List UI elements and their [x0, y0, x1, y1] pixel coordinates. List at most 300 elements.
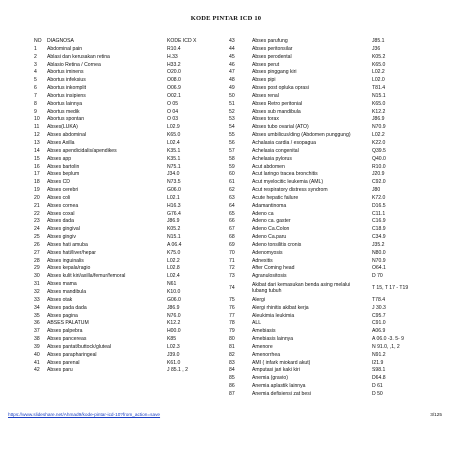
icd-code: A06.9 [372, 328, 386, 335]
icd-code: H00.0 [167, 328, 181, 335]
icd-code: T78.4 [372, 296, 386, 303]
diagnosis-name: ALL [252, 320, 262, 327]
diagnosis-name: Amenore [252, 343, 273, 350]
icd-code: K10.0 [167, 289, 181, 295]
icd-code: T 15, T 17 - T19 [372, 285, 409, 292]
diagnosis-name: Abses palpebra [47, 328, 83, 335]
row-number: 65 [229, 210, 235, 217]
icd-code: L02.2 [372, 69, 385, 76]
icd-code: H33.2 [167, 61, 181, 68]
table-row [34, 352, 210, 360]
row-number: 27 [34, 249, 40, 256]
table-row [34, 289, 210, 297]
table-row [34, 148, 210, 156]
diagnosis-name: Abortus inkomplit [47, 85, 87, 92]
row-number: 4 [34, 69, 37, 76]
row-number: 64 [229, 202, 235, 209]
table-row [226, 156, 422, 164]
row-number: 68 [229, 234, 235, 241]
table-row [226, 211, 422, 219]
table-row [34, 336, 210, 344]
row-number: 61 [229, 179, 235, 186]
table-row [34, 203, 210, 211]
row-number: 3 [34, 61, 37, 68]
row-number: 84 [229, 367, 235, 374]
table-row [226, 132, 422, 140]
diagnosis-name: Akibat dari kemasukan benda asing melalui lubang tubuh [252, 281, 351, 295]
diagnosis-name: Abses cerebri [47, 187, 79, 194]
diagnosis-name: Abses peritonsilar [252, 45, 293, 52]
table-row [226, 164, 422, 172]
diagnosis-name: Amenorrhea [252, 351, 281, 358]
diagnosis-name: ABSES PALATUM [47, 320, 89, 327]
diagnosis-name: Adnexitis [252, 257, 273, 264]
table-row [226, 226, 422, 234]
diagnosis-name: Abdominal pain [47, 45, 83, 52]
icd-code: K85 [167, 336, 177, 343]
source-link[interactable]: https://www.slideshare.net/Ahmad9/kode-pintar-icd-10?from_action=save [8, 412, 161, 417]
icd-code: D 50 [372, 390, 383, 397]
row-number: 53 [229, 116, 235, 123]
row-number: 30 [34, 273, 40, 280]
table-row [34, 297, 210, 305]
table-row [34, 187, 210, 195]
icd-code: K12.2 [372, 108, 386, 115]
row-number: 58 [229, 155, 235, 162]
diagnosis-name: Aleukimia leukimia [252, 312, 295, 319]
diagnosis-name: Anemia (gravio) [252, 375, 288, 382]
diagnosis-name: Agranulositosis [252, 273, 287, 280]
row-number: 38 [34, 336, 40, 343]
row-number: 60 [229, 171, 235, 178]
table-row [226, 171, 422, 179]
icd-code: N15.1 [167, 234, 181, 241]
table-row [34, 250, 210, 258]
icd-code: C95.7 [372, 312, 386, 319]
diagnosis-name: Abortus iminens [47, 69, 84, 76]
row-number: 7 [34, 92, 37, 99]
row-number: 36 [34, 320, 40, 327]
table-row [226, 148, 422, 156]
diagnosis-name: Ablasio Retina / Cornea [47, 61, 101, 68]
table-row [34, 367, 210, 375]
diagnosis-name: Abses dada [47, 218, 74, 225]
table-row [34, 93, 210, 101]
header-kode: KODE ICD X [167, 38, 197, 44]
row-number: 79 [229, 328, 235, 335]
icd-code: C34.9 [372, 234, 386, 241]
icd-code: J39.0 [167, 351, 180, 358]
icd-code: J35.2 [372, 241, 385, 248]
row-number: 16 [34, 163, 40, 170]
row-number: 8 [34, 100, 37, 107]
table-row [226, 77, 422, 85]
icd-code: N70.9 [372, 124, 386, 131]
diagnosis-name: Amebiasis [252, 328, 276, 335]
table-row [226, 93, 422, 101]
icd-code: L02.2 [167, 257, 180, 264]
row-number: 87 [229, 390, 235, 397]
row-number: 66 [229, 218, 235, 225]
icd-code: T81.4 [372, 85, 386, 92]
table-row [34, 218, 210, 226]
diagnosis-name: Alergi [252, 296, 266, 303]
table-row [34, 54, 210, 62]
table-row [34, 234, 210, 242]
icd-code: O06.9 [167, 85, 181, 92]
icd-code: L02.3 [167, 343, 180, 350]
diagnosis-name: Abses kepala/ragio [47, 265, 91, 272]
table-row [226, 54, 422, 62]
table-row [226, 391, 422, 399]
icd-code: Q39.5 [372, 147, 386, 154]
row-number: 23 [34, 218, 40, 225]
icd-code: J80 [372, 187, 381, 194]
row-number: 1 [34, 45, 37, 52]
row-number: 39 [34, 343, 40, 350]
table-row [34, 258, 210, 266]
row-number: 37 [34, 328, 40, 335]
icd-code: R10.4 [167, 45, 181, 52]
table-row [34, 46, 210, 54]
diagnosis-name: Adeno tonsilitis cronis [252, 241, 302, 248]
table-row [34, 344, 210, 352]
row-number: 24 [34, 226, 40, 233]
page-number: 3/125 [430, 412, 442, 417]
row-number: 56 [229, 139, 235, 146]
row-number: 12 [34, 132, 40, 139]
diagnosis-name: Adeno Ca.paru [252, 234, 287, 241]
diagnosis-name: Abses perut [252, 61, 280, 68]
table-row [34, 140, 210, 148]
row-number: 48 [229, 77, 235, 84]
icd-code: R10.0 [372, 163, 386, 170]
icd-code: O64.1 [372, 265, 386, 272]
diagnosis-name: Abses pada dada [47, 304, 87, 311]
table-row [226, 352, 422, 360]
diagnosis-name: Abortus spontan [47, 116, 85, 123]
row-number: 5 [34, 77, 37, 84]
icd-code: N61 [167, 281, 177, 288]
table-row [34, 313, 210, 321]
icd-code: N73.5 [167, 179, 181, 186]
diagnosis-name: Amputasi jari kaki kiri [252, 367, 300, 374]
row-number: 2 [34, 53, 37, 60]
icd-code: J34.0 [167, 171, 180, 178]
table-row [226, 383, 422, 391]
diagnosis-name: Abses inguinalis [47, 257, 84, 264]
table-row [226, 46, 422, 54]
table-row [34, 273, 210, 281]
table-row [226, 187, 422, 195]
diagnosis-name: Anemia aplastik lainnya [252, 383, 306, 390]
row-number: 70 [229, 249, 235, 256]
icd-code: K72.0 [372, 194, 386, 201]
diagnosis-name: Abses gingiv [47, 234, 76, 241]
icd-code: N80.0 [372, 249, 386, 256]
table-row [226, 360, 422, 368]
table-right [226, 38, 422, 399]
table-row [34, 116, 210, 124]
table-row [34, 242, 210, 250]
table-left [34, 38, 210, 375]
icd-code: N15.1 [372, 92, 386, 99]
row-number: 77 [229, 312, 235, 319]
diagnosis-name: Abortus medik [47, 108, 80, 115]
icd-code: L02.2 [372, 132, 385, 139]
table-row [34, 265, 210, 273]
icd-code: N91.2 [372, 351, 386, 358]
icd-code: D 61 [372, 383, 383, 390]
diagnosis-name: Abses pipi [252, 77, 276, 84]
table-row [226, 85, 422, 93]
row-number: 51 [229, 100, 235, 107]
table-row [226, 265, 422, 273]
row-number: 21 [34, 202, 40, 209]
table-row [226, 218, 422, 226]
table-row [34, 305, 210, 313]
table-row [34, 101, 210, 109]
diagnosis-name: Abses Axilla [47, 139, 75, 146]
table-row [226, 203, 422, 211]
icd-code: A 06.0 -3. 5- 9 [372, 336, 404, 343]
icd-code: K65.0 [372, 61, 386, 68]
table-row [226, 297, 422, 305]
diagnosis-name: Abses sub mandibula [252, 108, 301, 115]
table-row [226, 367, 422, 375]
icd-code: L02.4 [167, 139, 180, 146]
diagnosis-name: Abses mandibula [47, 289, 87, 295]
icd-code: C16.9 [372, 218, 386, 225]
row-number: 32 [34, 289, 40, 295]
row-number: 63 [229, 194, 235, 201]
table-row [226, 305, 422, 313]
row-number: 83 [229, 359, 235, 366]
table-row [226, 250, 422, 258]
table-row [34, 69, 210, 77]
diagnosis-name: Abses coxal [47, 210, 75, 217]
diagnosis-name: Abses torax [252, 116, 279, 123]
icd-code: G06.0 [167, 187, 181, 194]
table-row [34, 132, 210, 140]
table-row [34, 226, 210, 234]
diagnosis-name: Abortus infeksius [47, 77, 86, 84]
diagnosis-name: Ablasi dan kerusakan retina [47, 53, 110, 60]
diagnosis-name: Abses app [47, 155, 72, 162]
table-row [34, 195, 210, 203]
table-right-body [226, 38, 422, 399]
icd-code: J86.9 [372, 116, 385, 123]
row-number: 47 [229, 69, 235, 76]
icd-code: O 05 [167, 100, 179, 107]
icd-code: L02.9 [167, 124, 180, 131]
table-row [226, 375, 422, 383]
icd-code: H.33 [167, 53, 178, 60]
diagnosis-name: Abses apendicidalis/apendikes [47, 147, 117, 154]
diagnosis-name: Amebiasis lainnya [252, 336, 294, 343]
diagnosis-name: Adamantinoma [252, 202, 287, 209]
table-row [226, 328, 422, 336]
row-number: 26 [34, 241, 40, 248]
row-number: 9 [34, 108, 37, 115]
row-number: 29 [34, 265, 40, 272]
icd-code: J85.1 [372, 38, 385, 44]
diagnosis-name: Abses hati/liver/hepar [47, 249, 96, 256]
row-number: 20 [34, 194, 40, 201]
table-row [226, 344, 422, 352]
icd-code: J 30.3 [372, 304, 386, 311]
row-number: 74 [229, 285, 235, 292]
diagnosis-name: Acut abdomen [252, 163, 285, 170]
icd-code: C18.9 [372, 226, 386, 233]
table-row [226, 281, 422, 297]
icd-code: D16.5 [372, 202, 386, 209]
table-left-body [34, 46, 210, 375]
row-number: 81 [229, 343, 235, 350]
diagnosis-name: Adeno Ca.Colon [252, 226, 290, 233]
table-row [34, 211, 210, 219]
diagnosis-name: Abses parenal [47, 359, 80, 366]
icd-code: J20.9 [372, 171, 385, 178]
diagnosis-name: Abses pancereas [47, 336, 87, 343]
diagnosis-name: Achalasia cardia / esopagua [252, 139, 316, 146]
diagnosis-name: Adeno ca. gaster [252, 218, 291, 225]
row-number: 62 [229, 187, 235, 194]
table-row [34, 62, 210, 70]
row-number: 75 [229, 296, 235, 303]
table-row [34, 171, 210, 179]
row-number: 76 [229, 304, 235, 311]
icd-code: L02.0 [372, 77, 385, 84]
icd-code: O 03 [167, 116, 179, 123]
table-row [226, 336, 422, 344]
icd-code: C11.1 [372, 210, 386, 217]
row-number: 50 [229, 92, 235, 99]
diagnosis-name: AMI ( infark miokard akut) [252, 359, 311, 366]
icd-code: K65.0 [167, 132, 181, 139]
row-number: 71 [229, 257, 235, 264]
row-number: 28 [34, 257, 40, 264]
table-row [226, 258, 422, 266]
diagnosis-name: Acut laringo tracea bronchitis [252, 171, 318, 178]
row-number: 82 [229, 351, 235, 358]
diagnosis-name: Abortus insipiens [47, 92, 86, 99]
table-row [34, 179, 210, 187]
diagnosis-name: Abses kulit kiri/axilla/femur/femoral [47, 273, 126, 280]
diagnosis-name: Abses(LUKA) [47, 124, 78, 131]
diagnosis-name: Abses beplum [47, 171, 80, 178]
row-number: 14 [34, 147, 40, 154]
diagnosis-name: Abses pagina [47, 312, 78, 319]
diagnosis-name: Abortus lainnya [47, 100, 83, 107]
diagnosis-name: Achelasia pylorus [252, 155, 292, 162]
table-row [226, 109, 422, 117]
header-no: NO [34, 38, 42, 44]
row-number: 19 [34, 187, 40, 194]
row-number: 15 [34, 155, 40, 162]
diagnosis-name: Abses pantat/buttock/gluteal [47, 343, 111, 350]
table-row [34, 124, 210, 132]
row-number: 86 [229, 383, 235, 390]
icd-code: I21.9 [372, 359, 384, 366]
row-number: 44 [229, 45, 235, 52]
icd-code: D 70 [372, 273, 383, 280]
icd-code: K35.1 [167, 147, 181, 154]
icd-code: O20.0 [167, 69, 181, 76]
table-header [34, 38, 210, 46]
icd-code: O08.0 [167, 77, 181, 84]
table-row [226, 62, 422, 70]
row-number: 17 [34, 171, 40, 178]
table-row [34, 328, 210, 336]
row-number: 22 [34, 210, 40, 217]
icd-code: L02.8 [167, 265, 180, 272]
row-number: 54 [229, 124, 235, 131]
row-number: 43 [229, 38, 235, 44]
table-row [34, 320, 210, 328]
icd-code: O 04 [167, 108, 179, 115]
row-number: 11 [34, 124, 40, 131]
row-number: 45 [229, 53, 235, 60]
row-number: 67 [229, 226, 235, 233]
row-number: 33 [34, 296, 40, 303]
icd-code: K22.0 [372, 139, 386, 146]
table-row [226, 38, 422, 46]
table-row [34, 360, 210, 368]
row-number: 52 [229, 108, 235, 115]
icd-code: L02.1 [167, 194, 180, 201]
table-row [226, 124, 422, 132]
diagnosis-name: Abses paru [47, 367, 73, 374]
icd-code: D64.8 [372, 375, 386, 382]
icd-code: Q40.0 [372, 155, 386, 162]
table-row [226, 313, 422, 321]
icd-code: K75.0 [167, 249, 181, 256]
row-number: 42 [34, 367, 40, 374]
table-row [226, 242, 422, 250]
diagnosis-name: Alergi rhinitis akibat kerja [252, 304, 309, 311]
icd-code: K65.0 [372, 100, 386, 107]
table-row [226, 116, 422, 124]
icd-code: L02.4 [167, 273, 180, 280]
row-number: 55 [229, 132, 235, 139]
diagnosis-name: Acut respiratory distress syndrom [252, 187, 328, 194]
row-number: 80 [229, 336, 235, 343]
diagnosis-name: Abses parapharingeal [47, 351, 97, 358]
diagnosis-name: After Coming head [252, 265, 295, 272]
table-row [34, 164, 210, 172]
row-number: 57 [229, 147, 235, 154]
diagnosis-name: Abses otak [47, 296, 73, 303]
row-number: 69 [229, 241, 235, 248]
diagnosis-name: Abses renal [252, 92, 279, 99]
diagnosis-name: Abses CD [47, 179, 70, 186]
diagnosis-name: Anemia defisiensi zat besi [252, 390, 311, 397]
row-number: 25 [34, 234, 40, 241]
row-number: 13 [34, 139, 40, 146]
icd-code: K05.2 [372, 53, 386, 60]
table-row [34, 77, 210, 85]
icd-code: N75.1 [167, 163, 181, 170]
table-row [226, 195, 422, 203]
icd-code: K12.2 [167, 320, 181, 327]
icd-code: J86.9 [167, 218, 180, 225]
page-title: KODE PINTAR ICD 10 [190, 15, 262, 22]
row-number: 78 [229, 320, 235, 327]
table-row [34, 85, 210, 93]
diagnosis-name: Abses coli [47, 194, 71, 201]
icd-code: J86.9 [167, 304, 180, 311]
